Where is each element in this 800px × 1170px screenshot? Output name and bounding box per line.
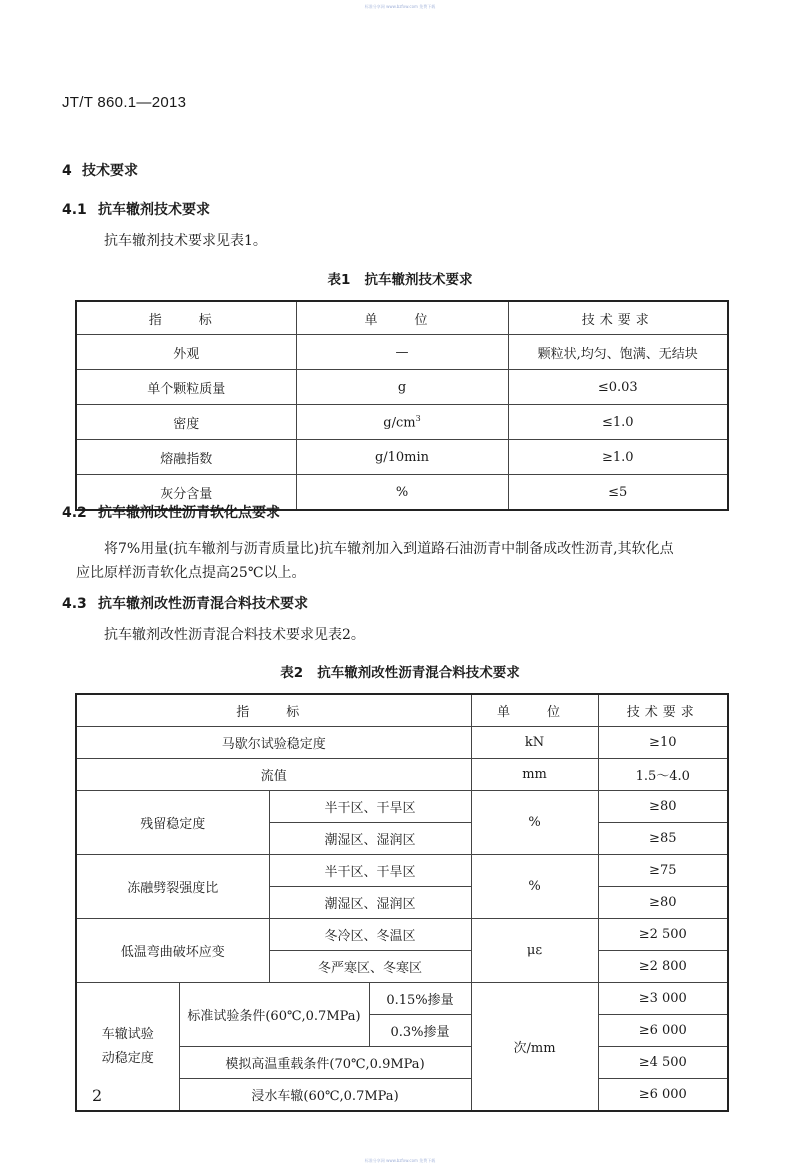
cell-unit: % xyxy=(471,791,598,855)
standard-code: JT/T 860.1—2013 xyxy=(62,94,187,111)
cell-condition: 浸水车辙(60℃,0.7MPa) xyxy=(179,1079,471,1112)
cell-requirement: ≥6 000 xyxy=(598,1079,728,1112)
cell-unit: 次/mm xyxy=(471,983,598,1112)
page-number: 2 xyxy=(92,1086,103,1105)
table1-caption xyxy=(0,268,800,288)
section-number: 4.2 xyxy=(62,505,87,521)
cell-requirement: ≥85 xyxy=(598,823,728,855)
table-row xyxy=(76,440,728,475)
section-4-2-text-line2: 应比原样沥青软化点提高25℃以上。 xyxy=(76,565,306,581)
cell-unit: — xyxy=(296,335,508,370)
header-requirement: 技术要求 xyxy=(508,301,728,335)
section-number: 4.1 xyxy=(62,202,87,218)
cell-indicator: 冻融劈裂强度比 xyxy=(76,855,269,919)
cell-zone: 半干区、干旱区 xyxy=(269,855,471,887)
cell-unit xyxy=(296,405,508,440)
unit-text: g/cm xyxy=(383,415,416,431)
cell-requirement: ≥75 xyxy=(598,855,728,887)
table2-caption xyxy=(0,661,800,681)
table-row-marshall xyxy=(76,727,728,759)
section-4-heading xyxy=(62,160,138,180)
section-title: 技术要求 xyxy=(82,163,138,179)
cell-indicator: 流值 xyxy=(76,759,471,791)
caption-title: 抗车辙剂改性沥青混合料技术要求 xyxy=(317,665,520,681)
cell-unit: με xyxy=(471,919,598,983)
caption-title: 抗车辙剂技术要求 xyxy=(364,272,473,288)
cell-requirement: 颗粒状,均匀、饱满、无结块 xyxy=(508,335,728,370)
section-title: 抗车辙剂改性沥青混合料技术要求 xyxy=(98,596,308,612)
caption-number: 表1 xyxy=(327,272,351,288)
header-unit: 单 位 xyxy=(296,301,508,335)
cell-unit: g/10min xyxy=(296,440,508,475)
cell-zone: 冬严寒区、冬寒区 xyxy=(269,951,471,983)
header-unit: 单 位 xyxy=(471,694,598,727)
section-4-1-heading xyxy=(62,199,210,219)
caption-number: 表2 xyxy=(280,665,304,681)
section-number: 4.3 xyxy=(62,596,87,612)
cell-requirement: ≤1.0 xyxy=(508,405,728,440)
cell-indicator: 马歇尔试验稳定度 xyxy=(76,727,471,759)
table1 xyxy=(75,300,729,511)
table-row-flow xyxy=(76,759,728,791)
table-header-row xyxy=(76,301,728,335)
indicator-line1: 车辙试验 xyxy=(101,1026,154,1042)
cell-indicator: 残留稳定度 xyxy=(76,791,269,855)
cell-unit: mm xyxy=(471,759,598,791)
table-row-freeze-thaw xyxy=(76,855,728,887)
unit-superscript: 3 xyxy=(415,413,421,423)
watermark-top: 标准分享网 www.bzfxw.com 免费下载 xyxy=(364,4,436,9)
section-4-3-text: 抗车辙剂改性沥青混合料技术要求见表2。 xyxy=(104,627,365,643)
cell-zone: 潮湿区、湿润区 xyxy=(269,887,471,919)
header-indicator: 指 标 xyxy=(76,301,296,335)
cell-unit: kN xyxy=(471,727,598,759)
header-indicator: 指 标 xyxy=(76,694,471,727)
cell-unit: % xyxy=(471,855,598,919)
cell-indicator: 外观 xyxy=(76,335,296,370)
header-requirement: 技术要求 xyxy=(598,694,728,727)
cell-requirement: ≤0.03 xyxy=(508,370,728,405)
watermark-bottom: 标准分享网 www.bzfxw.com 免费下载 xyxy=(364,1158,436,1163)
cell-zone: 半干区、干旱区 xyxy=(269,791,471,823)
cell-condition: 标准试验条件(60℃,0.7MPa) xyxy=(179,983,369,1047)
indicator-line2: 动稳定度 xyxy=(101,1050,154,1066)
cell-requirement: 1.5～4.0 xyxy=(598,759,728,791)
cell-dosage: 0.15%掺量 xyxy=(369,983,471,1015)
table-row xyxy=(76,370,728,405)
cell-requirement: ≥80 xyxy=(598,791,728,823)
section-4-2-text-line1: 将7%用量(抗车辙剂与沥青质量比)抗车辙剂加入到道路石油沥青中制备成改性沥青,其软化点 xyxy=(104,541,674,557)
cell-indicator: 低温弯曲破坏应变 xyxy=(76,919,269,983)
cell-dosage: 0.3%掺量 xyxy=(369,1015,471,1047)
cell-condition: 模拟高温重载条件(70℃,0.9MPa) xyxy=(179,1047,471,1079)
cell-indicator: 熔融指数 xyxy=(76,440,296,475)
table-header-row xyxy=(76,694,728,727)
table-row xyxy=(76,335,728,370)
table-row-low-temp xyxy=(76,919,728,951)
section-title: 抗车辙剂改性沥青软化点要求 xyxy=(98,505,280,521)
cell-indicator: 密度 xyxy=(76,405,296,440)
cell-requirement: ≥3 000 xyxy=(598,983,728,1015)
table2 xyxy=(75,693,729,1112)
cell-indicator: 单个颗粒质量 xyxy=(76,370,296,405)
cell-requirement: ≥4 500 xyxy=(598,1047,728,1079)
cell-zone: 潮湿区、湿润区 xyxy=(269,823,471,855)
section-4-1-text: 抗车辙剂技术要求见表1。 xyxy=(104,233,267,249)
cell-requirement: ≥1.0 xyxy=(508,440,728,475)
table-row xyxy=(76,405,728,440)
cell-unit: g xyxy=(296,370,508,405)
table-row-residual xyxy=(76,791,728,823)
section-4-2-heading xyxy=(62,502,280,522)
cell-requirement: ≤5 xyxy=(508,475,728,511)
section-4-3-heading xyxy=(62,593,308,613)
cell-zone: 冬冷区、冬温区 xyxy=(269,919,471,951)
cell-requirement: ≥6 000 xyxy=(598,1015,728,1047)
cell-requirement: ≥2 500 xyxy=(598,919,728,951)
section-title: 抗车辙剂技术要求 xyxy=(98,202,210,218)
cell-requirement: ≥10 xyxy=(598,727,728,759)
section-number: 4 xyxy=(62,163,72,179)
cell-requirement: ≥2 800 xyxy=(598,951,728,983)
cell-unit: % xyxy=(296,475,508,511)
cell-indicator: 灰分含量 xyxy=(76,475,296,511)
cell-requirement: ≥80 xyxy=(598,887,728,919)
table-row-rutting xyxy=(76,983,728,1015)
